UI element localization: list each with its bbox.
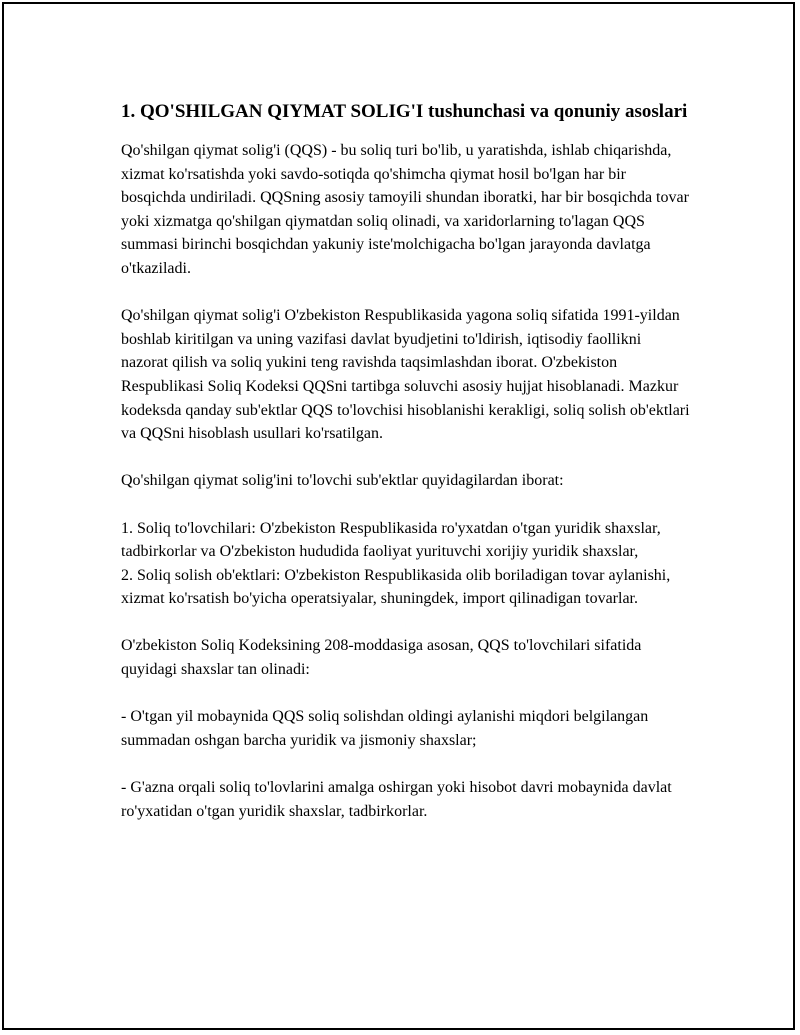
paragraph-legal-basis: Qo'shilgan qiymat solig'i O'zbekiston Respublikasida yagona soliq sifatida 1991-yildan boshlab kiritilgan va uning vazifasi davlat byudjetini to'ldirish, iqtisodiy faollikni nazorat qilish va soliq yukini teng ravishda taqsimlashdan iborat. O'zbekiston Respublikasi Soliq Kodeksi QQSni tartibga soluvchi asosiy hujjat hisoblanadi. Mazkur kodeksda qanday sub'ektlar QQS to'lovchisi hisoblanishi kerakligi, soliq solish ob'ektlari va QQSni hisoblash usullari ko'rsatilgan. (121, 307, 690, 443)
paragraph-payers-intro: Qo'shilgan qiymat solig'ini to'lovchi sub'ektlar quyidagilardan iborat: (121, 472, 564, 490)
dash-list-item: - G'azna orqali soliq to'lovlarini amalga oshirgan yoki hisobot davri mobaynida davlat ro'yxatidan o'tgan yuridik shaxslar, tadbirkorlar. (121, 779, 672, 820)
document-body (121, 98, 691, 823)
document-title: 1. QO'SHILGAN QIYMAT SOLIG'I tushunchasi va qonuniy asoslari (121, 101, 688, 122)
numbered-list (121, 517, 691, 611)
numbered-list-item: 2. Soliq solish ob'ektlari: O'zbekiston Respublikasida olib boriladigan tovar aylanishi, xizmat ko'rsatish bo'yicha operatsiyalar, shuningdek, import qilinadigan tovarlar. (121, 566, 671, 608)
dash-list-item: - O'tgan yil mobaynida QQS soliq solishdan oldingi aylanishi miqdori belgilangan summadan oshgan barcha yuridik va jismoniy shaxslar; (121, 708, 649, 749)
numbered-list-item: 1. Soliq to'lovchilari: O'zbekiston Respublikasida ro'yxatdan o'tgan yuridik shaxslar, tadbirkorlar va O'zbekiston hududida faoliyat yurituvchi xorijiy yuridik shaxslar, (121, 519, 661, 561)
page-frame (2, 2, 795, 1030)
paragraph-definition: Qo'shilgan qiymat solig'i (QQS) - bu soliq turi bo'lib, u yaratishda, ishlab chiqarishda, xizmat ko'rsatishda yoki savdo-sotiqda qo'shimcha qiymat hosil bo'lgan har bir bosqichda undiriladi. QQSning asosiy tamoyili shundan iboratki, har bir bosqichda tovar yoki xizmatga qo'shilgan qiymatdan soliq olinadi, va xaridorlarning to'lagan QQS summasi birinchi bosqichdan yakuniy iste'molchigacha bo'lgan jarayonda davlatga o'tkaziladi. (121, 142, 689, 277)
paragraph-article-208: O'zbekiston Soliq Kodeksining 208-moddasiga asosan, QQS to'lovchilari sifatida quyidagi shaxslar tan olinadi: (121, 637, 642, 679)
